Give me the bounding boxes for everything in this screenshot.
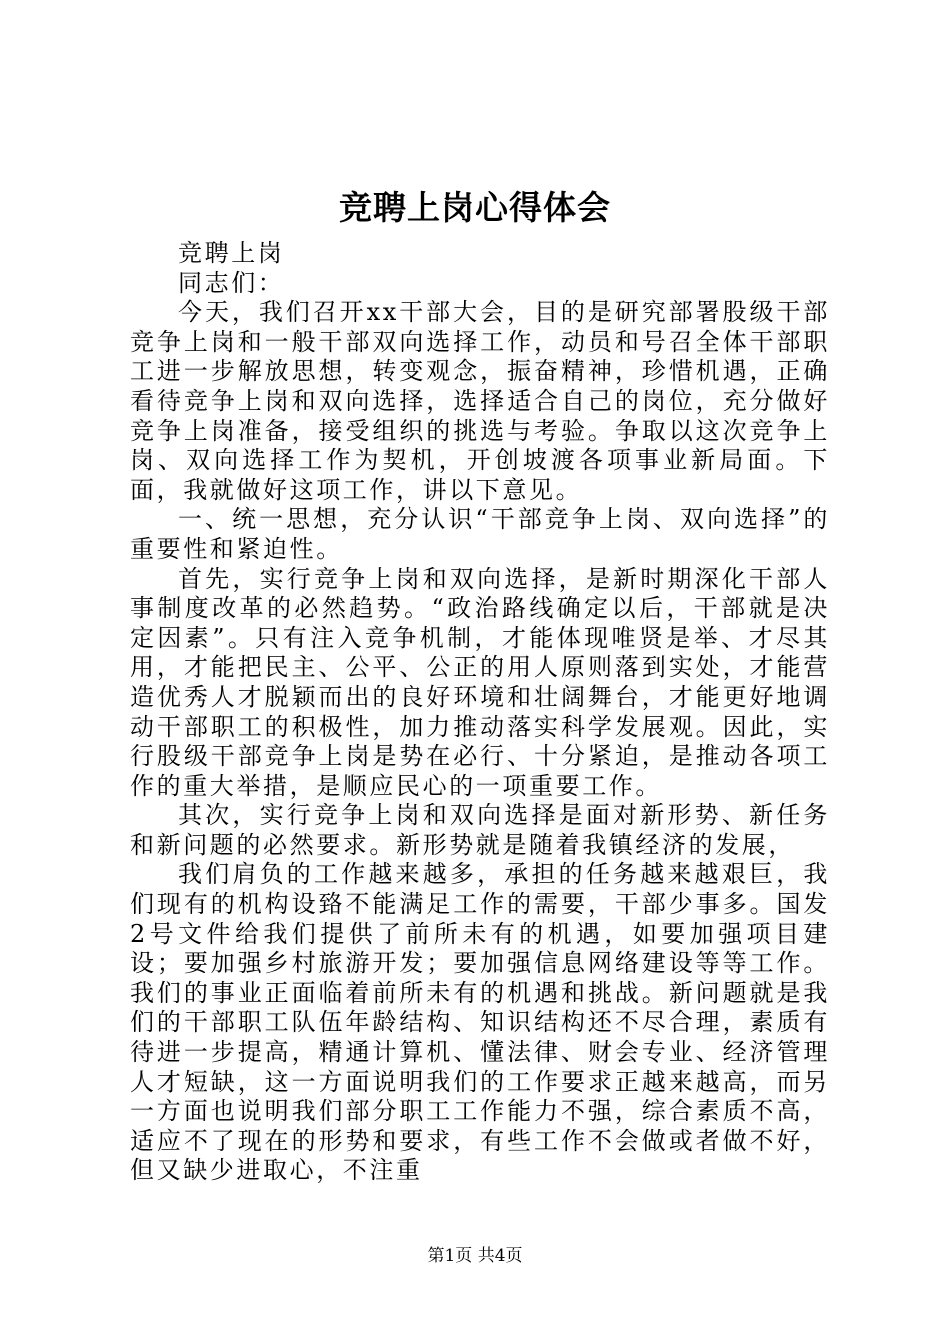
page-number-footer: 第1页 共4页 [427, 1246, 523, 1266]
paragraph-section-heading: 一、统一思想，充分认识“干部竞争上岗、双向选择”的重要性和紧迫性。 [130, 505, 830, 563]
paragraph-intro: 今天，我们召开xx干部大会，目的是研究部署股级干部竞争上岗和一般干部双向选择工作，动员和号召全体干部职工进一步解放思想，转变观念，振奋精神，珍惜机遇，正确看待竞争上岗和双向选择，选择适合自己的岗位，充分做好竞争上岗准备，接受组织的挑选与考验。争取以这次竞争上岗、双向选择工作为契机，开创坡渡各项事业新局面。下面，我就做好这项工作，讲以下意见。 [130, 298, 830, 504]
paragraph-second-point: 其次，实行竞争上岗和双向选择是面对新形势、新任务和新问题的必然要求。新形势就是随着我镇经济的发展， [130, 801, 830, 859]
paragraph-subtitle: 竞聘上岗 [178, 239, 285, 267]
document-title: 竞聘上岗心得体会 [339, 188, 611, 227]
paragraph-first-point: 首先，实行竞争上岗和双向选择，是新时期深化干部人事制度改革的必然趋势。“政治路线确定以后，干部就是决定因素”。只有注入竞争机制，才能体现唯贤是举、才尽其用，才能把民主、公平、公正的用人原则落到实处，才能营造优秀人才脱颖而出的良好环境和壮阔舞台，才能更好地调动干部职工的积极性，加力推动落实科学发展观。因此，实行股级干部竞争上岗是势在必行、十分紧迫，是推动各项工作的重大举措，是顺应民心的一项重要工作。 [130, 564, 830, 800]
paragraph-salutation: 同志们： [178, 268, 285, 297]
paragraph-continuation: 我们肩负的工作越来越多，承担的任务越来越艰巨，我们现有的机构设臵不能满足工作的需要，干部少事多。国发2号文件给我们提供了前所未有的机遇，如要加强项目建设；要加强乡村旅游开发；要加强信息网络建设等等工作。我们的事业正面临着前所未有的机遇和挑战。新问题就是我们的干部职工队伍年龄结构、知识结构还不尽合理，素质有待进一步提高，精通计算机、懂法律、财会专业、经济管理人才短缺，这一方面说明我们的工作要求正越来越高，而另一方面也说明我们部分职工工作能力不强，综合素质不高，适应不了现在的形势和要求，有些工作不会做或者做不好，但又缺少进取心，不注重 [130, 860, 830, 1185]
document-body [130, 239, 830, 1186]
